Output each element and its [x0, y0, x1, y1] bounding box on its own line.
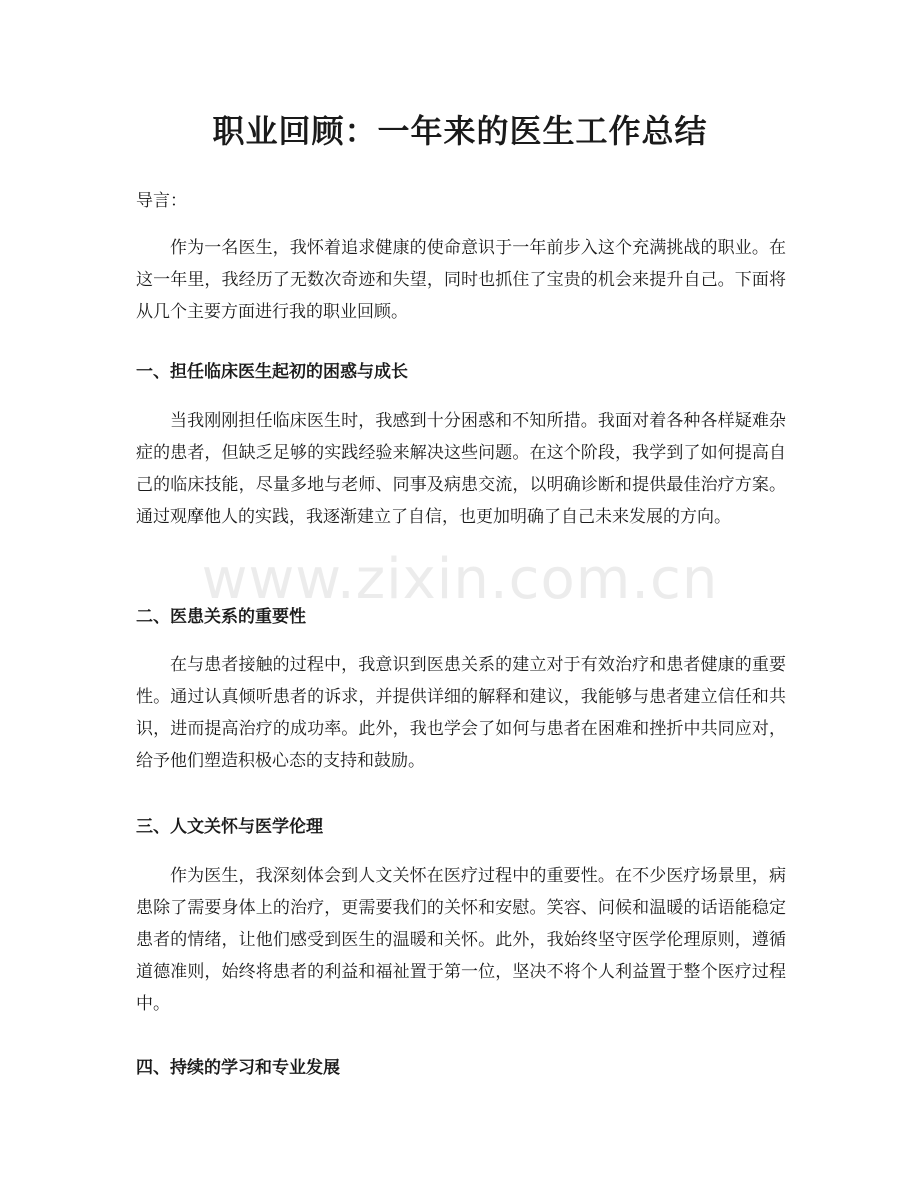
section-2-heading: 二、医患关系的重要性: [136, 607, 306, 627]
page-title: 职业回顾：一年来的医生工作总结: [212, 112, 708, 150]
section-2-body: 在与患者接触的过程中，我意识到医患关系的建立对于有效治疗和患者健康的重要性。通过认真倾听患者的诉求，并提供详细的解释和建议，我能够与患者建立信任和共识，进而提高治疗的成功率。此外，我也学会了如何与患者在困难和挫折中共同应对，给予他们塑造积极心态的支持和鼓励。: [136, 655, 786, 771]
section-3-heading: 三、人文关怀与医学伦理: [136, 817, 323, 837]
watermark: www.zixin.com.cn: [201, 547, 719, 612]
section-3-body: 作为医生，我深刻体会到人文关怀在医疗过程中的重要性。在不少医疗场景里，病患除了需要身体上的治疗，更需要我们的关怀和安慰。笑容、问候和温暖的话语能稳定患者的情绪，让他们感受到医生的温暖和关怀。此外，我始终坚守医学伦理原则，遵循道德准则，始终将患者的利益和福祉置于第一位，坚决不将个人利益置于整个医疗过程中。: [136, 866, 786, 1014]
section-1-body: 当我刚刚担任临床医生时，我感到十分困惑和不知所措。我面对着各种各样疑难杂症的患者，但缺乏足够的实践经验来解决这些问题。在这个阶段，我学到了如何提高自己的临床技能，尽量多地与老师、同事及病患交流，以明确诊断和提供最佳治疗方案。通过观摩他人的实践，我逐渐建立了自信，也更加明确了自己未来发展的方向。: [136, 411, 786, 527]
intro-paragraph: 作为一名医生，我怀着追求健康的使命意识于一年前步入这个充满挑战的职业。在这一年里，我经历了无数次奇迹和失望，同时也抓住了宝贵的机会来提升自己。下面将从几个主要方面进行我的职业回顾。: [136, 238, 786, 322]
intro-label: 导言：: [136, 191, 187, 211]
section-1-heading: 一、担任临床医生起初的困惑与成长: [136, 362, 408, 382]
section-4-heading: 四、持续的学习和专业发展: [136, 1058, 340, 1078]
